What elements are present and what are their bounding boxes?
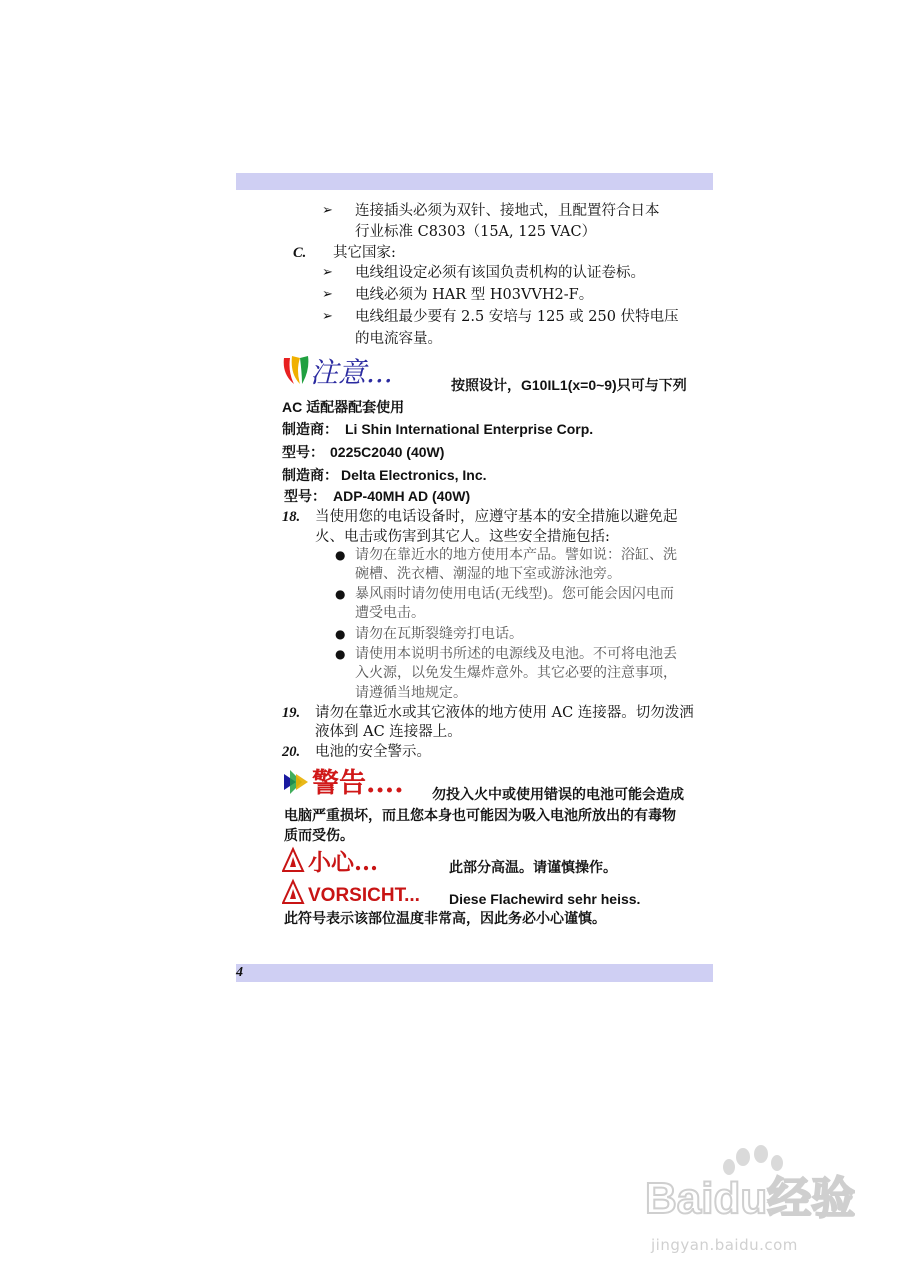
warning-logo-text: 警告.... (312, 768, 404, 799)
vorsicht-logo-text: VORSICHT... (308, 885, 420, 906)
model2-label: 型号： (284, 488, 326, 504)
model1-label: 型号： (282, 444, 324, 460)
page-number: 4 (236, 965, 243, 980)
section-c-label: C. (293, 245, 307, 261)
item19-line1: 请勿在靠近水或其它液体的地方使用 AC 连接器。切勿泼洒 (315, 705, 694, 721)
watermark-brand-text: Baidu经验 (645, 1174, 855, 1223)
item18-number: 18. (282, 509, 301, 525)
item18-bullet3-line1: 请勿在瓦斯裂缝旁打电话。 (355, 626, 523, 642)
vorsicht-text: Diese Flachewird sehr heiss. (449, 891, 641, 907)
notice-line2: AC 适配器配套使用 (282, 399, 405, 415)
model2-value: ADP-40MH AD (40W) (333, 488, 471, 504)
baidu-watermark-logo (645, 1145, 855, 1235)
manufacturer1-label: 制造商： (282, 421, 338, 437)
caution-logo-icon (282, 846, 412, 876)
warning-line2: 电脑严重损坏，而且您本身也可能因为吸入电池所放出的有毒物 (284, 807, 676, 823)
vorsicht-line2: 此符号表示该部位温度非常高，因此务必小心谨慎。 (284, 910, 606, 926)
watermark-url: jingyan.baidu.com (651, 1236, 798, 1254)
item18-bullet1-line1: 请勿在靠近水的地方使用本产品。譬如说：浴缸、洗 (355, 547, 677, 563)
item18-bullet4-line1: 请使用本说明书所述的电源线及电池。不可将电池丢 (355, 646, 677, 662)
caution-logo-text: 小心... (308, 849, 379, 876)
bullet-dot-icon: ● (335, 647, 346, 661)
item18-line1: 当使用您的电话设备时，应遵守基本的安全措施以避免起 (315, 509, 678, 525)
manufacturer2-label: 制造商： (282, 467, 338, 483)
section-c-item: 电线组最少要有 2.5 安培与 125 或 250 伏特电压 (355, 309, 679, 325)
warning-logo-icon (282, 764, 422, 800)
arrow-bullet-icon: ➢ (322, 203, 333, 218)
caution-text: 此部分高温。请谨慎操作。 (449, 859, 617, 875)
paw-icon (723, 1145, 783, 1175)
section-c-item: 电线组设定必须有该国负责机构的认证卷标。 (355, 265, 645, 281)
bullet-dot-icon: ● (335, 587, 346, 601)
notice-logo-text: 注意... (310, 356, 393, 389)
item18-bullet2-line2: 遭受电击。 (355, 605, 425, 621)
manufacturer2-name: Delta Electronics, Inc. (341, 467, 487, 483)
item18-bullet1-line2: 碗槽、洗衣槽、潮湿的地下室或游泳池旁。 (355, 566, 621, 582)
bullet-dot-icon: ● (335, 548, 346, 562)
arrow-bullet-icon: ➢ (322, 287, 333, 302)
item20-number: 20. (282, 744, 301, 760)
notice-logo-icon (280, 352, 425, 390)
section-c-item: 的电流容量。 (355, 331, 442, 347)
item20-line1: 电池的安全警示。 (315, 744, 431, 760)
item19-line2: 液体到 AC 连接器上。 (315, 724, 462, 740)
warning-line3: 质而受伤。 (284, 827, 354, 843)
japan-plug-line2: 行业标准 C8303（15A, 125 VAC） (355, 224, 597, 240)
header-bar (236, 173, 713, 190)
vorsicht-logo-icon (282, 878, 442, 908)
warning-line1: 勿投入火中或使用错误的电池可能会造成 (432, 786, 684, 802)
item18-bullet2-line1: 暴风雨时请勿使用电话(无线型)。您可能会因闪电而 (355, 586, 674, 602)
item18-line2: 火、电击或伤害到其它人。这些安全措施包括: (315, 529, 610, 545)
item18-bullet4-line3: 请遵循当地规定。 (355, 685, 467, 701)
section-c-title: 其它国家: (333, 245, 396, 261)
japan-plug-line1: 连接插头必须为双针、接地式，且配置符合日本 (355, 203, 660, 219)
arrow-bullet-icon: ➢ (322, 309, 333, 324)
arrow-bullet-icon: ➢ (322, 265, 333, 280)
item18-bullet4-line2: 入火源，以免发生爆炸意外。其它必要的注意事项， (355, 665, 677, 681)
notice-line1: 按照设计，G10IL1(x=0~9)只可与下列 (451, 377, 687, 393)
section-c-item: 电线必须为 HAR 型 H03VVH2-F。 (355, 287, 594, 303)
footer-bar (236, 964, 713, 982)
manufacturer1-name: Li Shin International Enterprise Corp. (345, 421, 594, 437)
item19-number: 19. (282, 705, 301, 721)
bullet-dot-icon: ● (335, 627, 346, 641)
model1-value: 0225C2040 (40W) (330, 444, 445, 460)
